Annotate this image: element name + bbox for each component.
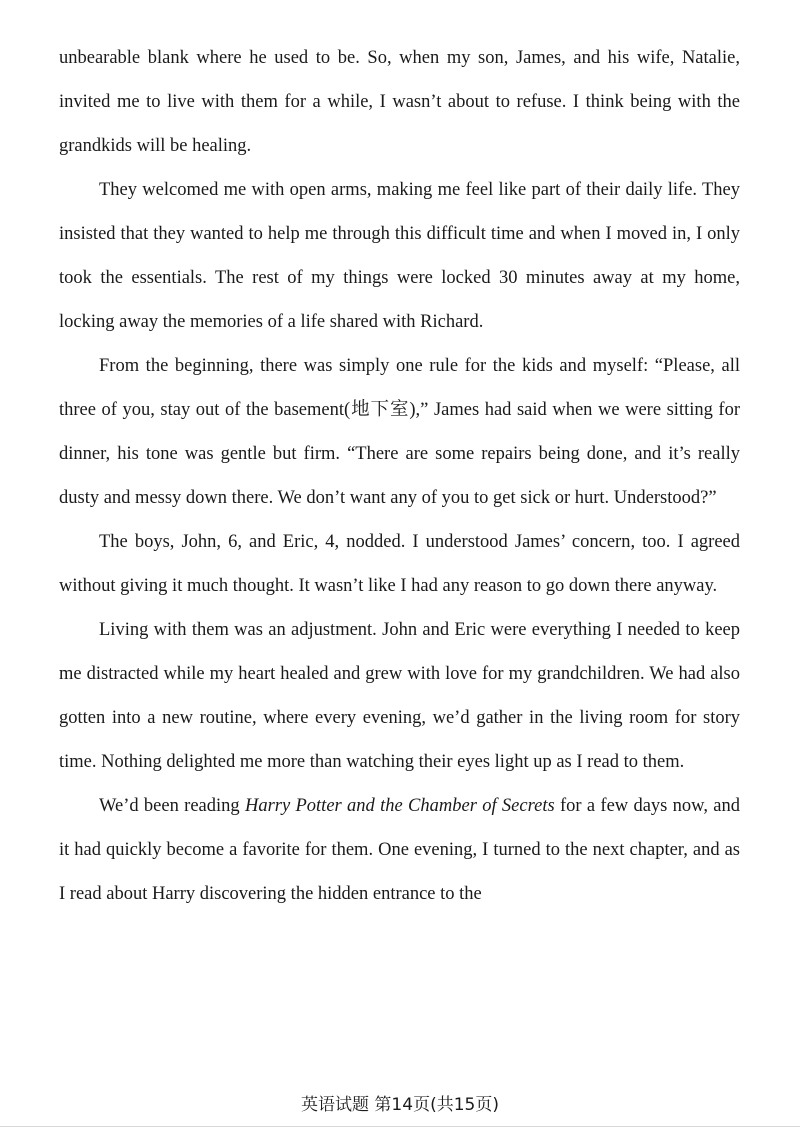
paragraph-text: We’d been reading: [99, 796, 245, 816]
paragraph-text: Living with them was an adjustment. John and Eric were everything I needed to keep me distracted while my heart healed and grew with love for my grandchildren. We had also gotten into a new routine, where every evening, we’d gather in the living room for story time. Nothing delighted me more than watching their eyes light up as I read to them.: [59, 620, 740, 772]
paragraph: [59, 36, 740, 168]
page-footer: 英语试题 第14页(共15页): [301, 1095, 499, 1115]
paragraph: [59, 168, 740, 344]
book-title: Harry Potter and the Chamber of Secrets: [244, 796, 555, 816]
document-body: [59, 36, 740, 916]
paragraph: [59, 344, 740, 520]
paragraph: [59, 608, 740, 784]
bottom-divider: [0, 1126, 800, 1127]
paragraph-text: for a few days now, and it had quickly become a favorite for them. One evening, I turned to the next chapter, and as I read about Harry discovering the hidden entrance to the: [59, 796, 740, 904]
paragraph-text: They welcomed me with open arms, making me feel like part of their daily life. They insisted that they wanted to help me through this difficult time and when I moved in, I only took the essentials. The rest of my things were locked 30 minutes away at my home, locking away the memories of a life shared with Richard.: [59, 180, 740, 332]
paragraph: [59, 784, 740, 916]
paragraph-text: The boys, John, 6, and Eric, 4, nodded. I understood James’ concern, too. I agreed without giving it much thought. It wasn’t like I had any reason to go down there anyway.: [59, 532, 740, 596]
paragraph: [59, 520, 740, 608]
paragraph-text: unbearable blank where he used to be. So, when my son, James, and his wife, Natalie, invited me to live with them for a while, I wasn’t about to refuse. I think being with the grandkids will be healing.: [59, 48, 740, 156]
paragraph-text: From the beginning, there was simply one rule for the kids and myself: “Please, all three of you, stay out of the basement(地下室),” James had said when we were sitting for dinner, his tone was gentle but firm. “There are some repairs being done, and it’s really dusty and messy down there. We don’t want any of you to get sick or hurt. Understood?”: [59, 356, 740, 508]
